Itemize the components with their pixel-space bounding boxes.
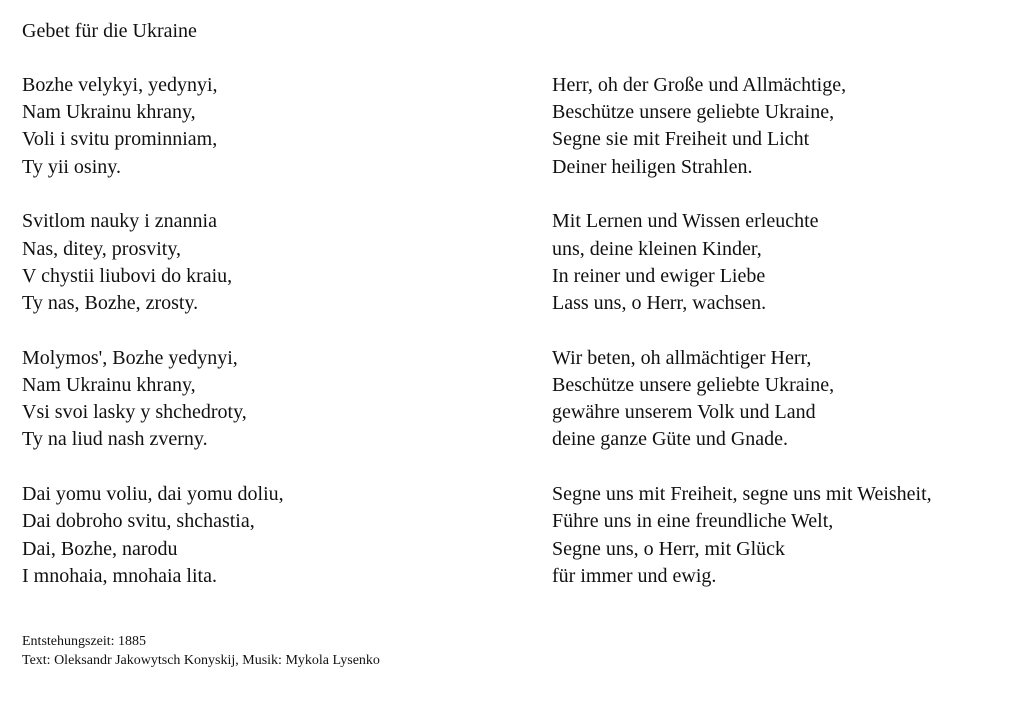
stanza: [552, 481, 932, 590]
verse-line: Deiner heiligen Strahlen.: [552, 155, 753, 178]
verse-line: Molymos', Bozhe yedynyi,: [22, 346, 238, 369]
stanza: [552, 208, 932, 317]
verse-line: Wir beten, oh allmächtiger Herr,: [552, 346, 812, 369]
verse-line: Nas, ditey, prosvity,: [22, 237, 182, 260]
verse-line: Vsi svoi lasky y shchedroty,: [22, 401, 247, 424]
stanza: [22, 481, 284, 590]
verse-line: Svitlom nauky i znannia: [22, 210, 217, 233]
verse-line: Dai dobroho svitu, shchastia,: [22, 510, 255, 533]
verse-line: Beschütze unsere geliebte Ukraine,: [552, 374, 835, 397]
verse-line: Nam Ukrainu khrany,: [22, 374, 196, 397]
verse-line: Segne uns, o Herr, mit Glück: [552, 537, 786, 560]
stanza: [22, 208, 284, 317]
verse-line: I mnohaia, mnohaia lita.: [22, 564, 217, 587]
verse-line: Mit Lernen und Wissen erleuchte: [552, 210, 819, 233]
verse-line: Segne sie mit Freiheit und Licht: [552, 128, 810, 151]
verse-line: Ty na liud nash zverny.: [22, 428, 208, 451]
stanza: [22, 345, 284, 454]
verse-line: Führe uns in eine freundliche Welt,: [552, 510, 834, 533]
transliteration-column: [22, 72, 284, 590]
verse-line: Bozhe velykyi, yedynyi,: [22, 74, 218, 96]
verse-line: Herr, oh der Große und Allmächtige,: [552, 74, 847, 96]
translation-column: [552, 72, 932, 590]
verse-line: Voli i svitu prominniam,: [22, 128, 218, 151]
verse-line: Dai yomu voliu, dai yomu doliu,: [22, 483, 284, 506]
verse-line: Beschütze unsere geliebte Ukraine,: [552, 101, 835, 124]
verse-line: Ty yii osiny.: [22, 155, 121, 178]
creation-date: Entstehungszeit: 1885: [22, 634, 147, 649]
poem-title: Gebet für die Ukraine: [22, 20, 197, 42]
verse-line: deine ganze Güte und Gnade.: [552, 428, 789, 451]
verse-line: Segne uns mit Freiheit, segne uns mit Weisheit,: [552, 483, 932, 506]
verse-line: für immer und ewig.: [552, 564, 717, 587]
verse-line: gewähre unserem Volk und Land: [552, 401, 816, 424]
verse-line: Lass uns, o Herr, wachsen.: [552, 292, 767, 315]
credits: Text: Oleksandr Jakowytsch Konyskij, Musik: Mykola Lysenko: [22, 653, 380, 668]
verse-line: uns, deine kleinen Kinder,: [552, 237, 762, 260]
footer-notes: [22, 632, 380, 670]
verse-line: In reiner und ewiger Liebe: [552, 264, 766, 287]
verse-line: Ty nas, Bozhe, zrosty.: [22, 292, 199, 315]
verse-line: Dai, Bozhe, narodu: [22, 537, 178, 560]
stanza: [552, 345, 932, 454]
stanza: [22, 72, 284, 181]
stanza: [552, 72, 932, 181]
verse-line: V chystii liubovi do kraiu,: [22, 264, 233, 287]
verse-line: Nam Ukrainu khrany,: [22, 101, 196, 124]
